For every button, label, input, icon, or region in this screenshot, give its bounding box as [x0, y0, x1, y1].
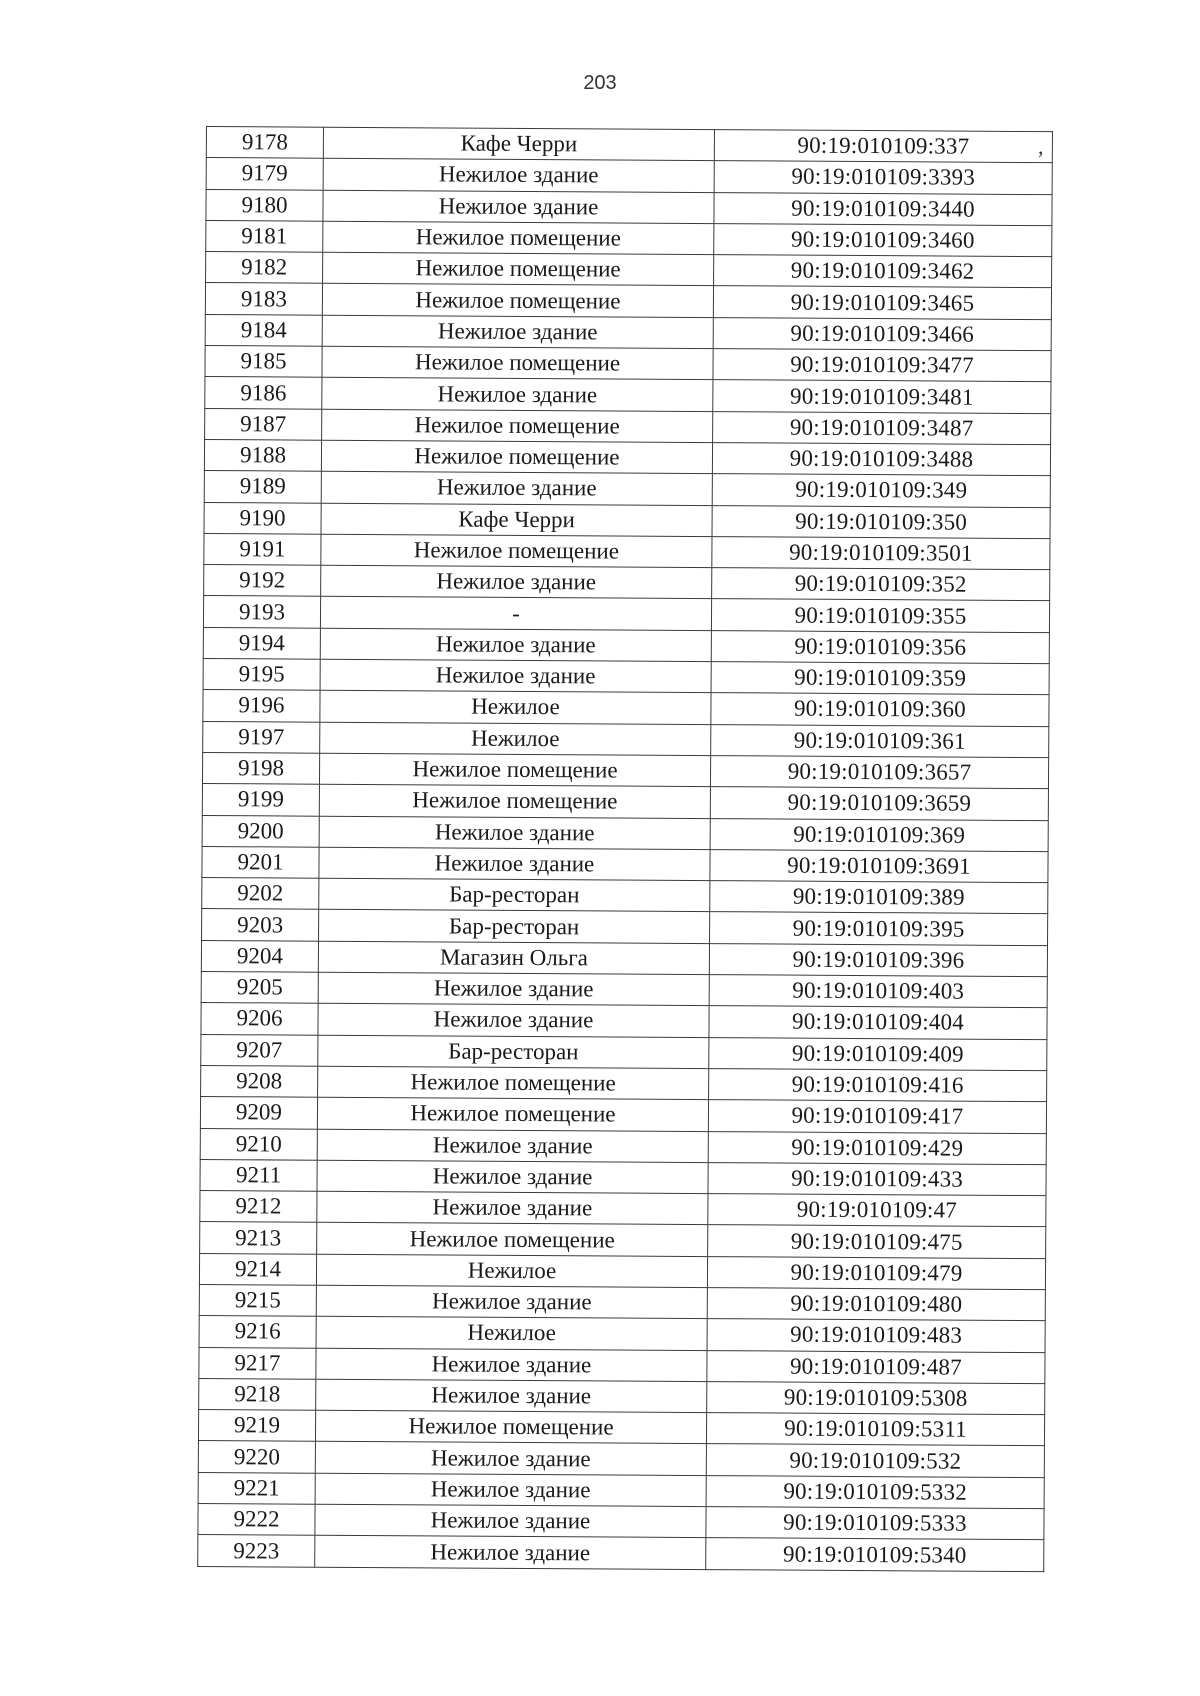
cadastral-number-cell: 90:19:010109:3501 — [712, 536, 1050, 569]
row-number-cell: 9197 — [203, 721, 320, 753]
row-number-cell: 9190 — [204, 502, 321, 534]
row-number-cell: 9211 — [200, 1159, 317, 1191]
object-type-cell: Нежилое здание — [322, 378, 713, 412]
row-number-cell: 9185 — [205, 346, 322, 378]
object-type-cell: Нежилое здание — [316, 1379, 707, 1413]
cadastral-number-cell: 90:19:010109:3466 — [713, 317, 1051, 350]
object-type-cell: Нежилое помещение — [317, 1097, 708, 1131]
row-number-cell: 9178 — [206, 127, 323, 159]
cadastral-number-cell: 90:19:010109:3465 — [713, 286, 1051, 319]
cadastral-number-cell: 90:19:010109:3477 — [713, 349, 1051, 382]
object-type-cell: Кафе Черри — [321, 503, 712, 537]
cadastral-number-cell: 90:19:010109:475 — [708, 1225, 1046, 1258]
table-row — [204, 565, 1050, 601]
cadastral-number-cell: 90:19:010109:5311 — [706, 1413, 1044, 1446]
row-number-cell: 9209 — [200, 1097, 317, 1129]
table-row — [206, 127, 1052, 163]
row-number-cell: 9221 — [198, 1472, 315, 1504]
row-number-cell: 9213 — [200, 1222, 317, 1254]
table-row — [200, 1222, 1046, 1258]
object-type-cell: Нежилое здание — [319, 847, 710, 881]
table-row — [204, 471, 1050, 507]
cadastral-number-cell: 90:19:010109:3440 — [714, 192, 1052, 225]
cadastral-number-cell: 90:19:010109:3393 — [714, 161, 1052, 194]
page-number: 203 — [583, 72, 617, 94]
cadastral-number-cell: 90:19:010109:355 — [711, 599, 1049, 632]
row-number-cell: 9219 — [198, 1410, 315, 1442]
table-row — [201, 972, 1047, 1008]
object-type-cell: Нежилое — [320, 691, 711, 725]
cadastral-number-cell: 90:19:010109:417 — [708, 1100, 1046, 1133]
object-type-cell: Нежилое — [316, 1254, 707, 1288]
table-row — [201, 1065, 1047, 1101]
row-number-cell: 9212 — [200, 1191, 317, 1223]
cadastral-number-cell: 90:19:010109:356 — [711, 630, 1049, 663]
cadastral-number-cell: 90:19:010109:480 — [707, 1288, 1045, 1321]
table-row — [200, 1191, 1046, 1227]
table-row — [198, 1535, 1044, 1571]
row-number-cell: 9215 — [199, 1284, 316, 1316]
table-row — [204, 439, 1050, 475]
table-row — [203, 690, 1049, 726]
cadastral-number-cell: 90:19:010109:5308 — [707, 1381, 1045, 1414]
cadastral-number-cell: 90:19:010109:359 — [711, 662, 1049, 695]
cadastral-number-cell: 90:19:010109:3481 — [713, 380, 1051, 413]
row-number-cell: 9214 — [199, 1253, 316, 1285]
cadastral-number-cell: 90:19:010109:395 — [710, 912, 1048, 945]
table-row — [202, 878, 1048, 914]
row-number-cell: 9200 — [202, 815, 319, 847]
row-number-cell: 9181 — [206, 220, 323, 252]
cadastral-number-cell: 90:19:010109:360 — [711, 693, 1049, 726]
table-row — [206, 189, 1052, 225]
table-row — [198, 1504, 1044, 1540]
object-type-cell: Нежилое здание — [316, 1285, 707, 1319]
object-type-cell: Нежилое здание — [316, 1348, 707, 1382]
row-number-cell: 9179 — [206, 158, 323, 190]
cadastral-number-cell: 90:19:010109:389 — [710, 881, 1048, 914]
stray-comma-mark: , — [1038, 134, 1044, 159]
object-type-cell: Нежилое — [316, 1316, 707, 1350]
cadastral-number-cell: 90:19:010109:3460 — [714, 223, 1052, 256]
row-number-cell: 9189 — [204, 471, 321, 503]
object-type-cell: Кафе Черри — [323, 127, 714, 161]
table-row — [203, 659, 1049, 695]
table-row — [199, 1316, 1045, 1352]
row-number-cell: 9196 — [203, 690, 320, 722]
table-row — [203, 721, 1049, 757]
table-row — [206, 220, 1052, 256]
cadastral-number-cell: 90:19:010109:479 — [707, 1256, 1045, 1289]
object-type-cell: Нежилое здание — [321, 565, 712, 599]
table-row — [203, 596, 1049, 632]
object-type-cell: Нежилое помещение — [318, 1066, 709, 1100]
table-row — [201, 940, 1047, 976]
object-type-cell: Нежилое помещение — [315, 1410, 706, 1444]
object-type-cell: Нежилое здание — [321, 471, 712, 505]
table-row — [199, 1378, 1045, 1414]
cadastral-number-cell: 90:19:010109:337 — [714, 130, 1052, 163]
cadastral-number-cell: 90:19:010109:409 — [709, 1037, 1047, 1070]
object-type-cell: Нежилое здание — [320, 659, 711, 693]
cadastral-number-cell: 90:19:010109:349 — [712, 474, 1050, 507]
table-row — [204, 533, 1050, 569]
table-row — [200, 1128, 1046, 1164]
cadastral-number-cell: 90:19:010109:352 — [712, 568, 1050, 601]
cadastral-number-cell: 90:19:010109:403 — [709, 975, 1047, 1008]
table-row — [205, 314, 1051, 350]
table-row — [205, 377, 1051, 413]
object-type-cell: Магазин Ольга — [318, 941, 709, 975]
table-row — [206, 158, 1052, 194]
object-type-cell: Нежилое помещение — [322, 284, 713, 318]
row-number-cell: 9199 — [202, 784, 319, 816]
cadastral-number-cell: 90:19:010109:369 — [710, 818, 1048, 851]
table-row — [202, 784, 1048, 820]
cadastral-number-cell: 90:19:010109:3657 — [710, 756, 1048, 789]
row-number-cell: 9217 — [199, 1347, 316, 1379]
table-row — [205, 408, 1051, 444]
object-type-cell: Нежилое помещение — [319, 753, 710, 787]
row-number-cell: 9205 — [201, 972, 318, 1004]
object-type-cell: - — [320, 597, 711, 631]
row-number-cell: 9182 — [206, 252, 323, 284]
table-row — [202, 815, 1048, 851]
property-registry-table — [197, 126, 1053, 1572]
object-type-cell: Нежилое здание — [317, 1129, 708, 1163]
table-row — [205, 346, 1051, 382]
row-number-cell: 9183 — [205, 283, 322, 315]
table-row — [201, 1003, 1047, 1039]
object-type-cell: Нежилое здание — [318, 972, 709, 1006]
row-number-cell: 9192 — [204, 565, 321, 597]
table-row — [205, 283, 1051, 319]
cadastral-number-cell: 90:19:010109:350 — [712, 505, 1050, 538]
object-type-cell: Нежилое помещение — [321, 534, 712, 568]
object-type-cell: Бар-ресторан — [319, 878, 710, 912]
table-row — [202, 909, 1048, 945]
table-row — [204, 502, 1050, 538]
cadastral-number-cell: 90:19:010109:3462 — [714, 255, 1052, 288]
cadastral-number-cell: 90:19:010109:5333 — [706, 1507, 1044, 1540]
row-number-cell: 9223 — [198, 1535, 315, 1567]
cadastral-number-cell: 90:19:010109:3691 — [710, 849, 1048, 882]
table-row — [200, 1159, 1046, 1195]
object-type-cell: Бар-ресторан — [318, 1035, 709, 1069]
object-type-cell: Нежилое здание — [323, 159, 714, 193]
registry-table-body — [198, 127, 1053, 1572]
object-type-cell: Нежилое помещение — [323, 221, 714, 255]
row-number-cell: 9208 — [201, 1065, 318, 1097]
cadastral-number-cell: 90:19:010109:483 — [707, 1319, 1045, 1352]
row-number-cell: 9222 — [198, 1504, 315, 1536]
object-type-cell: Нежилое здание — [322, 315, 713, 349]
row-number-cell: 9220 — [198, 1441, 315, 1473]
table-row — [198, 1441, 1044, 1477]
cadastral-number-cell: 90:19:010109:404 — [709, 1006, 1047, 1039]
object-type-cell: Нежилое помещение — [322, 409, 713, 443]
cadastral-number-cell: 90:19:010109:47 — [708, 1194, 1046, 1227]
object-type-cell: Нежилое здание — [315, 1442, 706, 1476]
row-number-cell: 9203 — [202, 909, 319, 941]
row-number-cell: 9194 — [203, 627, 320, 659]
object-type-cell: Нежилое — [320, 722, 711, 756]
object-type-cell: Нежилое здание — [315, 1473, 706, 1507]
row-number-cell: 9186 — [205, 377, 322, 409]
object-type-cell: Нежилое здание — [323, 190, 714, 224]
object-type-cell: Бар-ресторан — [319, 910, 710, 944]
object-type-cell: Нежилое здание — [315, 1504, 706, 1538]
cadastral-number-cell: 90:19:010109:396 — [709, 943, 1047, 976]
row-number-cell: 9207 — [201, 1034, 318, 1066]
table-row — [200, 1097, 1046, 1133]
table-row — [199, 1284, 1045, 1320]
cadastral-number-cell: 90:19:010109:3487 — [713, 411, 1051, 444]
cadastral-number-cell: 90:19:010109:429 — [708, 1131, 1046, 1164]
row-number-cell: 9188 — [204, 439, 321, 471]
cadastral-number-cell: 90:19:010109:5332 — [706, 1475, 1044, 1508]
row-number-cell: 9198 — [202, 752, 319, 784]
row-number-cell: 9180 — [206, 189, 323, 221]
object-type-cell: Нежилое здание — [315, 1536, 706, 1570]
cadastral-number-cell: 90:19:010109:433 — [708, 1162, 1046, 1195]
object-type-cell: Нежилое здание — [319, 816, 710, 850]
object-type-cell: Нежилое помещение — [322, 346, 713, 380]
row-number-cell: 9202 — [202, 878, 319, 910]
row-number-cell: 9201 — [202, 846, 319, 878]
cadastral-number-cell: 90:19:010109:3488 — [712, 443, 1050, 476]
table-row — [198, 1472, 1044, 1508]
object-type-cell: Нежилое здание — [320, 628, 711, 662]
cadastral-number-cell: 90:19:010109:487 — [707, 1350, 1045, 1383]
table-row — [199, 1347, 1045, 1383]
table-row — [203, 627, 1049, 663]
row-number-cell: 9195 — [203, 659, 320, 691]
object-type-cell: Нежилое помещение — [319, 784, 710, 818]
row-number-cell: 9191 — [204, 533, 321, 565]
object-type-cell: Нежилое помещение — [321, 440, 712, 474]
cadastral-number-cell: 90:19:010109:532 — [706, 1444, 1044, 1477]
table-row — [201, 1034, 1047, 1070]
row-number-cell: 9216 — [199, 1316, 316, 1348]
row-number-cell: 9218 — [199, 1378, 316, 1410]
table-row — [202, 846, 1048, 882]
cadastral-number-cell: 90:19:010109:416 — [709, 1068, 1047, 1101]
cadastral-number-cell: 90:19:010109:5340 — [706, 1538, 1044, 1571]
row-number-cell: 9193 — [203, 596, 320, 628]
row-number-cell: 9204 — [201, 940, 318, 972]
row-number-cell: 9210 — [200, 1128, 317, 1160]
cadastral-number-cell: 90:19:010109:3659 — [710, 787, 1048, 820]
object-type-cell: Нежилое помещение — [323, 252, 714, 286]
row-number-cell: 9187 — [205, 408, 322, 440]
object-type-cell: Нежилое здание — [318, 1004, 709, 1038]
table-row — [206, 252, 1052, 288]
object-type-cell: Нежилое здание — [317, 1160, 708, 1194]
table-row — [202, 752, 1048, 788]
table-row — [199, 1253, 1045, 1289]
object-type-cell: Нежилое помещение — [317, 1223, 708, 1257]
table-row — [198, 1410, 1044, 1446]
cadastral-number-cell: 90:19:010109:361 — [711, 724, 1049, 757]
row-number-cell: 9184 — [205, 314, 322, 346]
object-type-cell: Нежилое здание — [317, 1191, 708, 1225]
row-number-cell: 9206 — [201, 1003, 318, 1035]
